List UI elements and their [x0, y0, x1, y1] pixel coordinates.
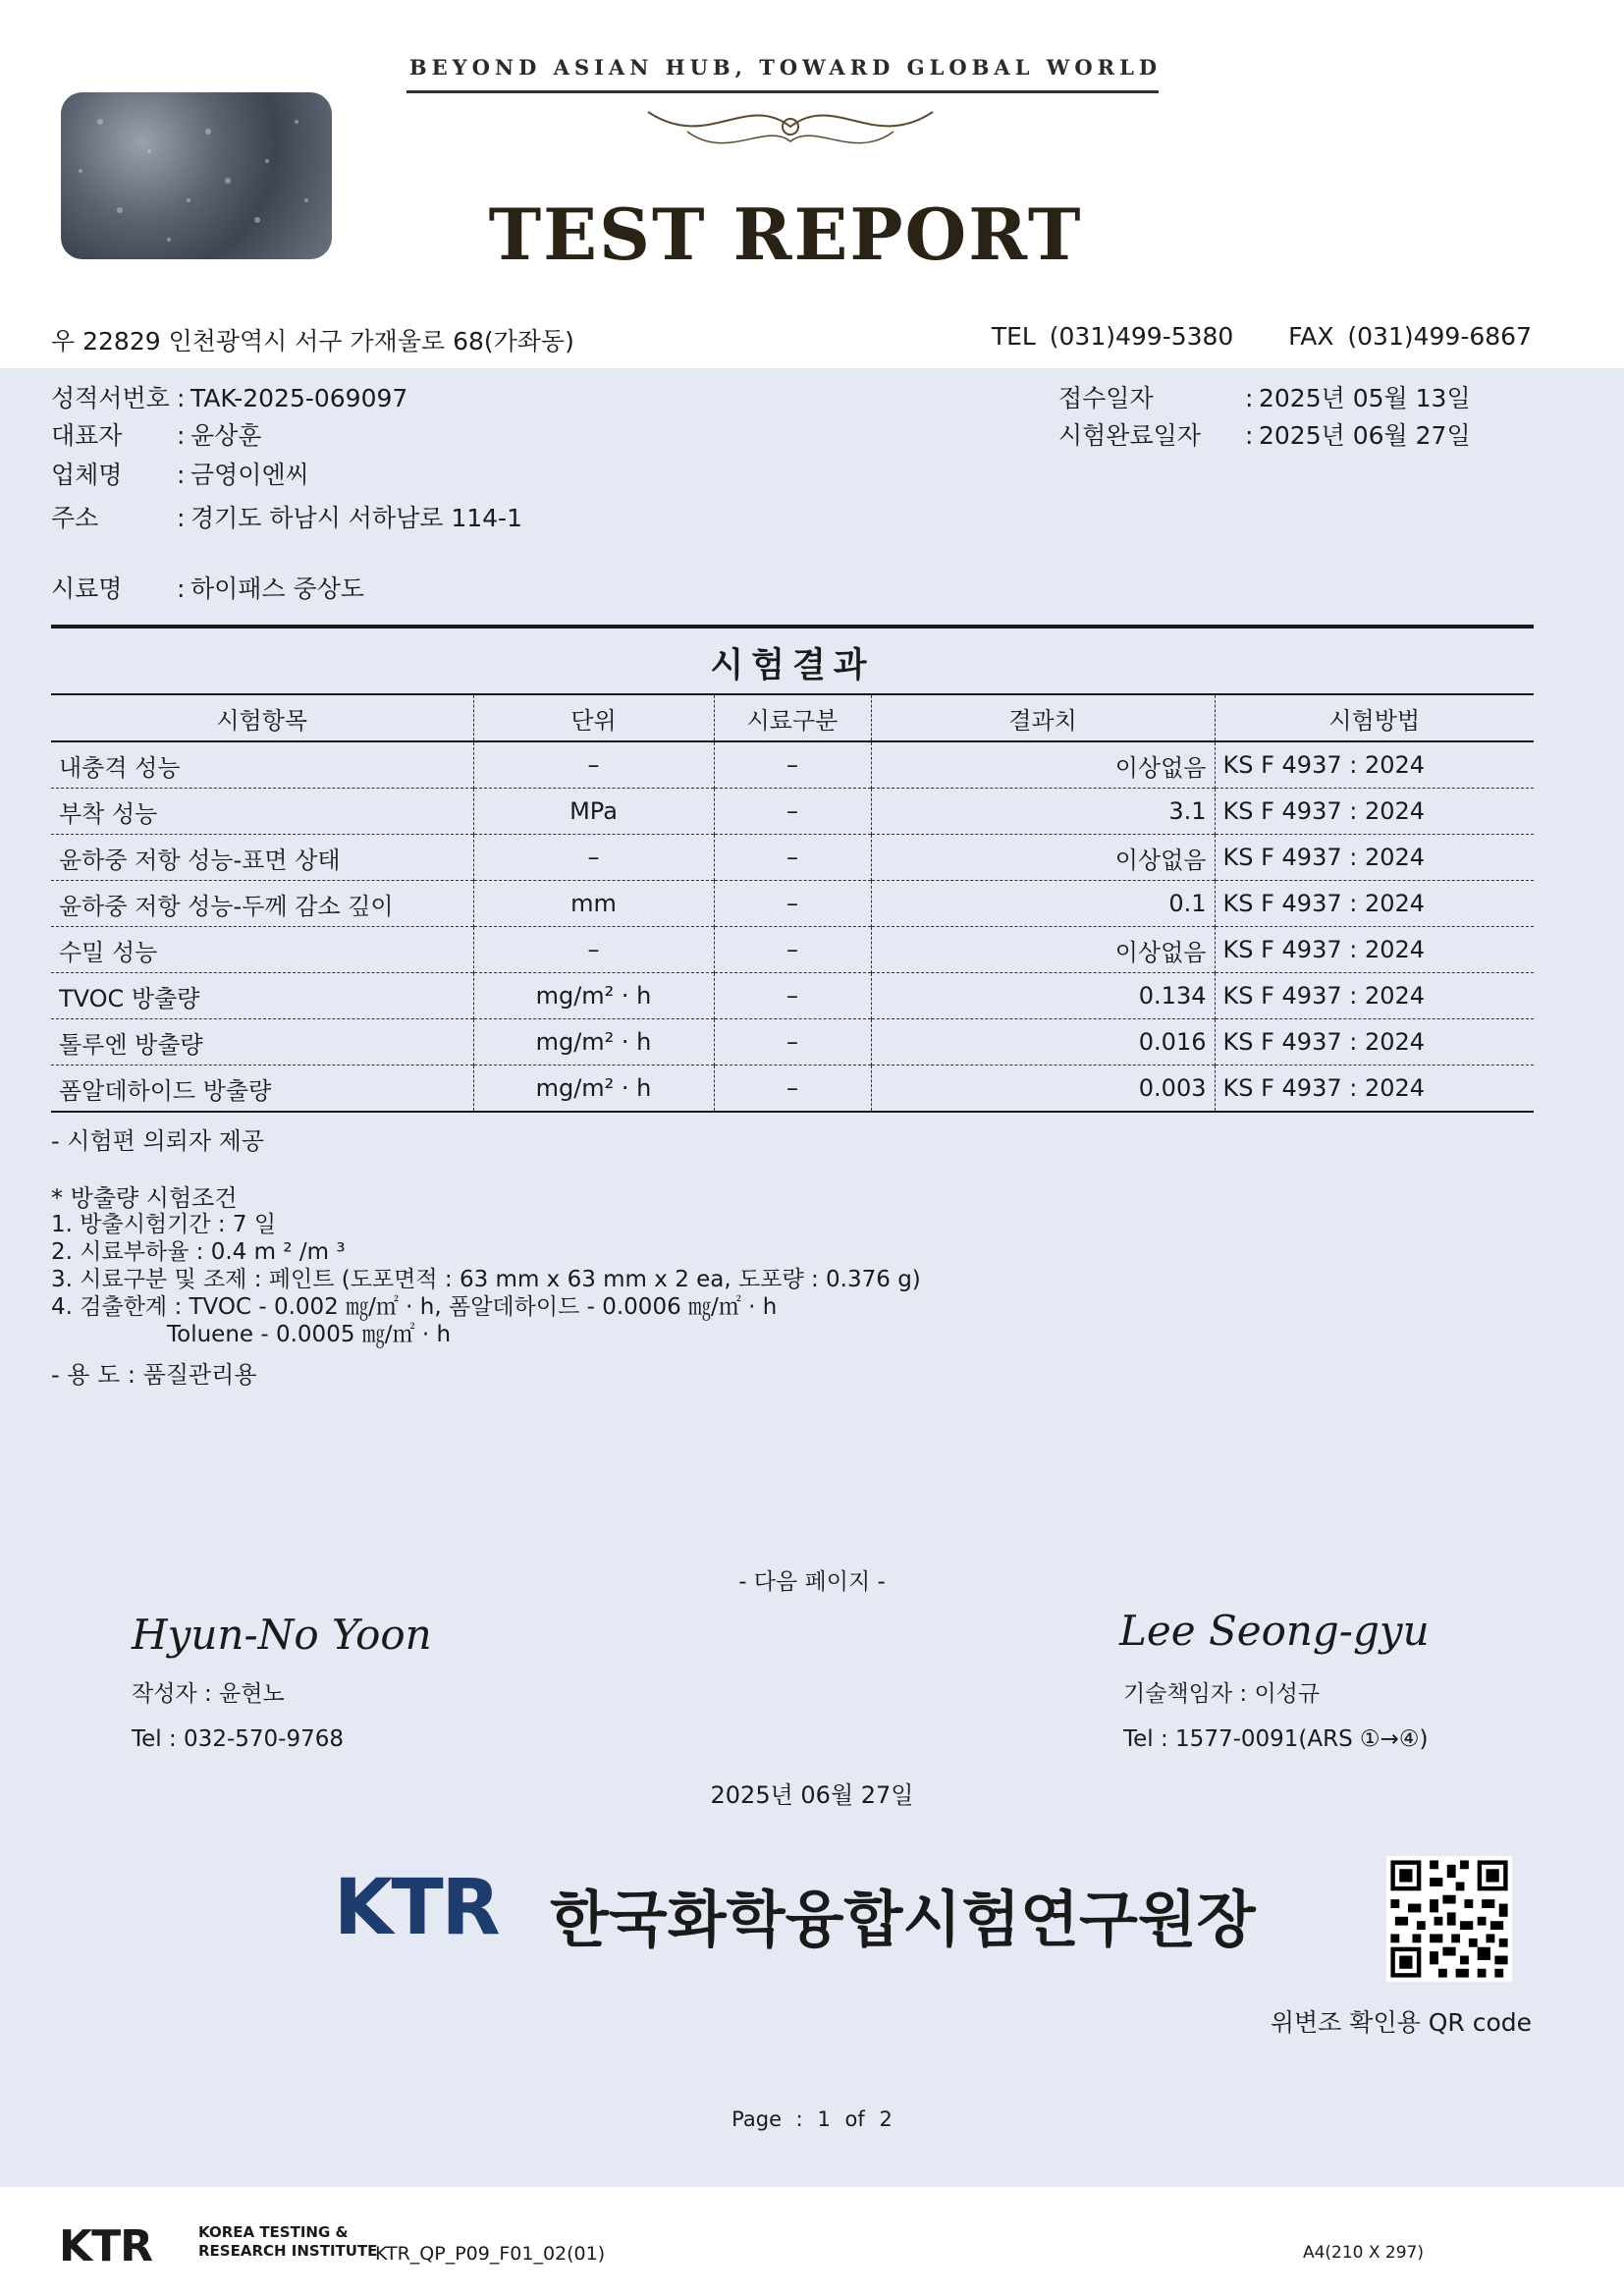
- next-page-notice: - 다음 페이지 -: [738, 1569, 886, 1595]
- table-row: TVOC 방출량 mg/m² · h – 0.134 KS F 4937 : 2024: [51, 973, 1534, 1019]
- info-address-value: 경기도 하남시 서하남로 114-1: [190, 504, 522, 532]
- section-rule: [51, 625, 1534, 629]
- qr-code[interactable]: [1386, 1856, 1512, 1982]
- info-received-date-value: 2025년 05월 13일: [1259, 384, 1471, 412]
- page-current: 1: [817, 2107, 831, 2131]
- results-header-row: [51, 694, 1534, 741]
- institute-address: 우 22829 인천광역시 서구 가재울로 68(가좌동): [51, 327, 574, 355]
- fax-number: FAX (031)499-6867: [1288, 322, 1532, 351]
- condition-line-2: 2. 시료부하율 : 0.4 m ² /m ³: [51, 1239, 346, 1265]
- ktr-logo: KTR: [334, 1864, 499, 1952]
- institute-contact: [992, 322, 1532, 351]
- author-signature: Hyun-No Yoon: [132, 1611, 432, 1659]
- manager-signature: Lee Seong-gyu: [1119, 1607, 1430, 1655]
- page-indicator: [0, 2107, 1624, 2131]
- info-completed-date: 시험완료일자 : 2025년 06월 27일: [1058, 421, 1471, 450]
- conditions-title: * 방출량 시험조건: [51, 1184, 238, 1212]
- qr-caption: 위변조 확인용 QR code: [1270, 2008, 1532, 2037]
- banner-slogan: BEYOND ASIAN HUB, TOWARD GLOBAL WORLD: [408, 55, 1163, 80]
- condition-line-3: 3. 시료구분 및 조제 : 페인트 (도포면적 : 63 mm x 63 mm x 2 ea, 도포량 : 0.376 g): [51, 1267, 921, 1292]
- author-tel: Tel : 032-570-9768: [132, 1726, 344, 1752]
- ornament-flourish: [628, 92, 952, 161]
- paper-size: A4(210 X 297): [1302, 2243, 1424, 2263]
- condition-line-5: Toluene - 0.0005 ㎎/㎡ · h: [167, 1322, 452, 1347]
- table-row: 부착 성능 MPa – 3.1 KS F 4937 : 2024: [51, 789, 1534, 835]
- author-name: 작성자 : 윤현노: [132, 1681, 285, 1707]
- results-table: [51, 693, 1534, 1113]
- info-report-number: 성적서번호 : TAK-2025-069097: [51, 384, 408, 412]
- issue-date: 2025년 06월 27일: [710, 1781, 914, 1809]
- hologram-pattern: [61, 92, 332, 259]
- info-report-number-value: TAK-2025-069097: [190, 384, 408, 412]
- table-row: 윤하중 저항 성능-두께 감소 깊이 mm – 0.1 KS F 4937 : 2024: [51, 881, 1534, 927]
- header-test-item: 시험항목: [51, 694, 473, 741]
- header-result: 결과치: [871, 694, 1215, 741]
- info-sample-name: 시료명 : 하이패스 중상도: [51, 574, 364, 603]
- info-completed-date-value: 2025년 06월 27일: [1259, 421, 1471, 450]
- form-code: KTR_QP_P09_F01_02(01): [375, 2243, 606, 2265]
- header-unit: 단위: [473, 694, 714, 741]
- footer-ktr-logo: KTR: [59, 2221, 152, 2271]
- condition-line-4: 4. 검출한계 : TVOC - 0.002 ㎎/㎡ · h, 폼알데하이드 - 0.0006 ㎎/㎡ · h: [51, 1294, 778, 1320]
- table-row: 톨루엔 방출량 mg/m² · h – 0.016 KS F 4937 : 2024: [51, 1019, 1534, 1066]
- report-title: TEST REPORT: [488, 192, 1083, 276]
- footer-institute-name: KOREA TESTING & RESEARCH INSTITUTE: [198, 2223, 378, 2260]
- info-sample-name-value: 하이패스 중상도: [190, 574, 364, 603]
- page-label: Page :: [731, 2107, 803, 2131]
- info-address: 주소 : 경기도 하남시 서하남로 114-1: [51, 504, 522, 532]
- manager-tel: Tel : 1577-0091(ARS ①→④): [1123, 1726, 1429, 1752]
- info-representative-value: 윤상훈: [190, 421, 262, 450]
- institute-name: 한국화학융합시험연구원장: [550, 1884, 1256, 1955]
- table-row: 폼알데하이드 방출량 mg/m² · h – 0.003 KS F 4937 : 2024: [51, 1066, 1534, 1113]
- hologram-seal: [61, 92, 332, 259]
- header-method: 시험방법: [1215, 694, 1534, 741]
- info-company: 업체명 : 금영이엔씨: [51, 461, 309, 489]
- info-representative: 대표자 : 윤상훈: [51, 421, 262, 450]
- tel-number: TEL (031)499-5380: [991, 322, 1234, 351]
- page-total: 2: [879, 2107, 893, 2131]
- condition-line-1: 1. 방출시험기간 : 7 일: [51, 1212, 277, 1237]
- table-row: 수밀 성능 – – 이상없음 KS F 4937 : 2024: [51, 927, 1534, 973]
- header-sample-type: 시료구분: [714, 694, 871, 741]
- sample-provided-note: - 시험편 의뢰자 제공: [51, 1127, 265, 1155]
- usage-line: - 용 도 : 품질관리용: [51, 1361, 257, 1389]
- manager-name: 기술책임자 : 이성규: [1123, 1681, 1321, 1707]
- table-row: 내충격 성능 – – 이상없음 KS F 4937 : 2024: [51, 741, 1534, 789]
- info-company-value: 금영이엔씨: [190, 461, 309, 489]
- table-row: 윤하중 저항 성능-표면 상태 – – 이상없음 KS F 4937 : 2024: [51, 835, 1534, 881]
- info-received-date: 접수일자 : 2025년 05월 13일: [1058, 384, 1471, 412]
- results-title: 시험결과: [710, 646, 875, 685]
- page-of: of: [844, 2107, 865, 2131]
